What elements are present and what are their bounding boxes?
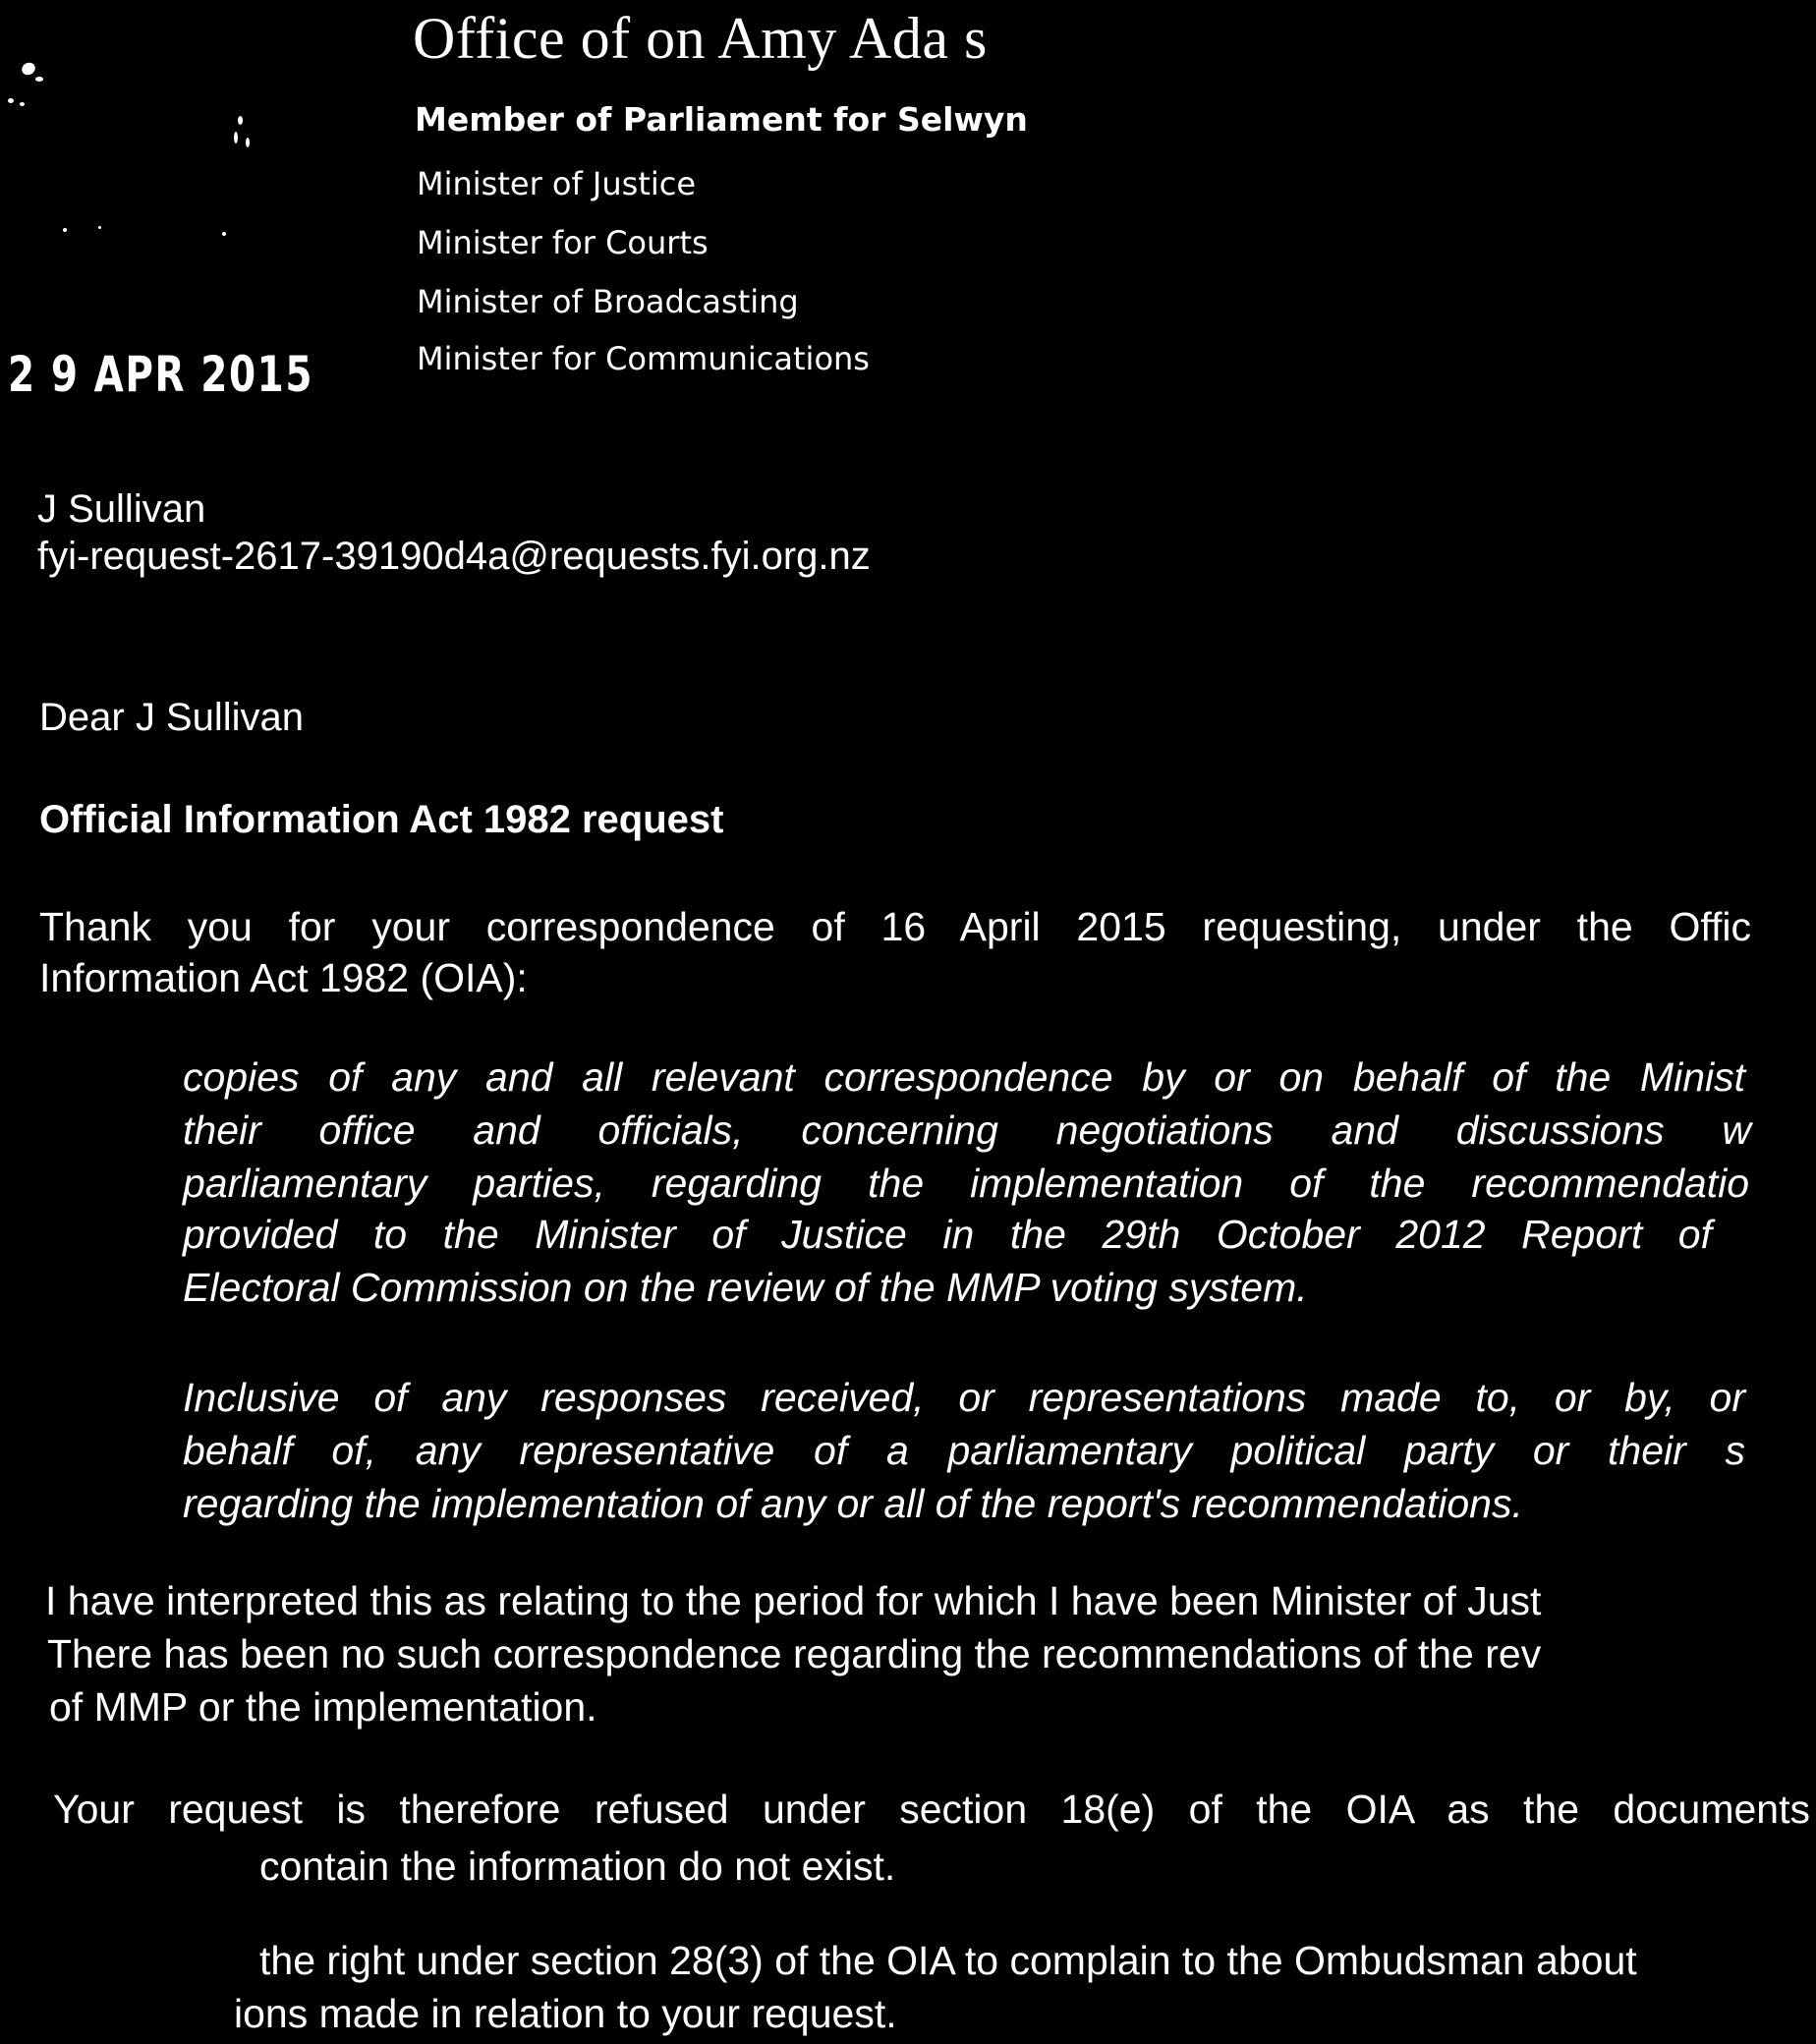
role-justice: Minister of Justice (417, 165, 697, 202)
recipient-name: J Sullivan (37, 487, 206, 531)
scan-speck-mark (8, 98, 14, 103)
scan-speck-mark (63, 228, 67, 232)
subject-heading: Official Information Act 1982 request (39, 798, 724, 841)
role-communications: Minister for Communications (417, 340, 870, 377)
office-title: Office of on Amy Ada s (413, 6, 988, 71)
scan-speck-mark (35, 77, 43, 82)
role-courts: Minister for Courts (417, 224, 709, 261)
role-broadcasting: Minister of Broadcasting (417, 283, 799, 320)
scan-speck-mark (98, 226, 101, 229)
scan-speck-mark (234, 132, 238, 143)
quote1-line: Electoral Commission on the review of the MMP voting system. (183, 1265, 1308, 1310)
salutation: Dear J Sullivan (39, 696, 305, 739)
quote2-line: Inclusive of any responses received, or representations made to, or by, or (183, 1375, 1745, 1420)
quote1-line: copies of any and all relevant correspondence by or on behalf of the Minist (183, 1054, 1745, 1100)
scan-speck-mark (246, 138, 250, 147)
interpretation-line-2: There has been no such correspondence regarding the recommendations of the rev (47, 1631, 1542, 1676)
quote1-line: provided to the Minister of Justice in the 29th October 2012 Report of (183, 1212, 1712, 1257)
interpretation-line-3: of MMP or the implementation. (49, 1684, 597, 1730)
mp-line: Member of Parliament for Selwyn (415, 100, 1028, 139)
quote1-line: their office and officials, concerning negotiations and discussions w (183, 1107, 1751, 1153)
recipient-email: fyi-request-2617-39190d4a@requests.fyi.org.nz (37, 535, 871, 578)
refusal-line-2: contain the information do not exist. (259, 1844, 896, 1889)
scan-speck-mark (222, 232, 226, 236)
date-stamp: 2 9 APR 2015 (8, 346, 314, 403)
refusal-line-1: Your request is therefore refused under section 18(e) of the OIA as the documents (53, 1787, 1810, 1832)
quote2-line: regarding the implementation of any or all of the report's recommendations. (183, 1481, 1523, 1526)
scan-speck-mark (20, 102, 25, 106)
scan-speck-mark (20, 60, 37, 77)
scan-speck-mark (238, 116, 243, 125)
interpretation-line-1: I have interpreted this as relating to the period for which I have been Minister of Just (45, 1578, 1542, 1623)
quote1-line: parliamentary parties, regarding the implementation of the recommendatio (183, 1161, 1749, 1206)
intro-line-2: Information Act 1982 (OIA): (39, 955, 528, 1000)
rights-line-2: ions made in relation to your request. (234, 1991, 897, 2036)
quote2-line: behalf of, any representative of a parliamentary political party or their s (183, 1428, 1745, 1473)
intro-line-1: Thank you for your correspondence of 16 April 2015 requesting, under the Offic (39, 904, 1751, 949)
rights-line-1: the right under section 28(3) of the OIA to complain to the Ombudsman about (259, 1938, 1637, 1983)
